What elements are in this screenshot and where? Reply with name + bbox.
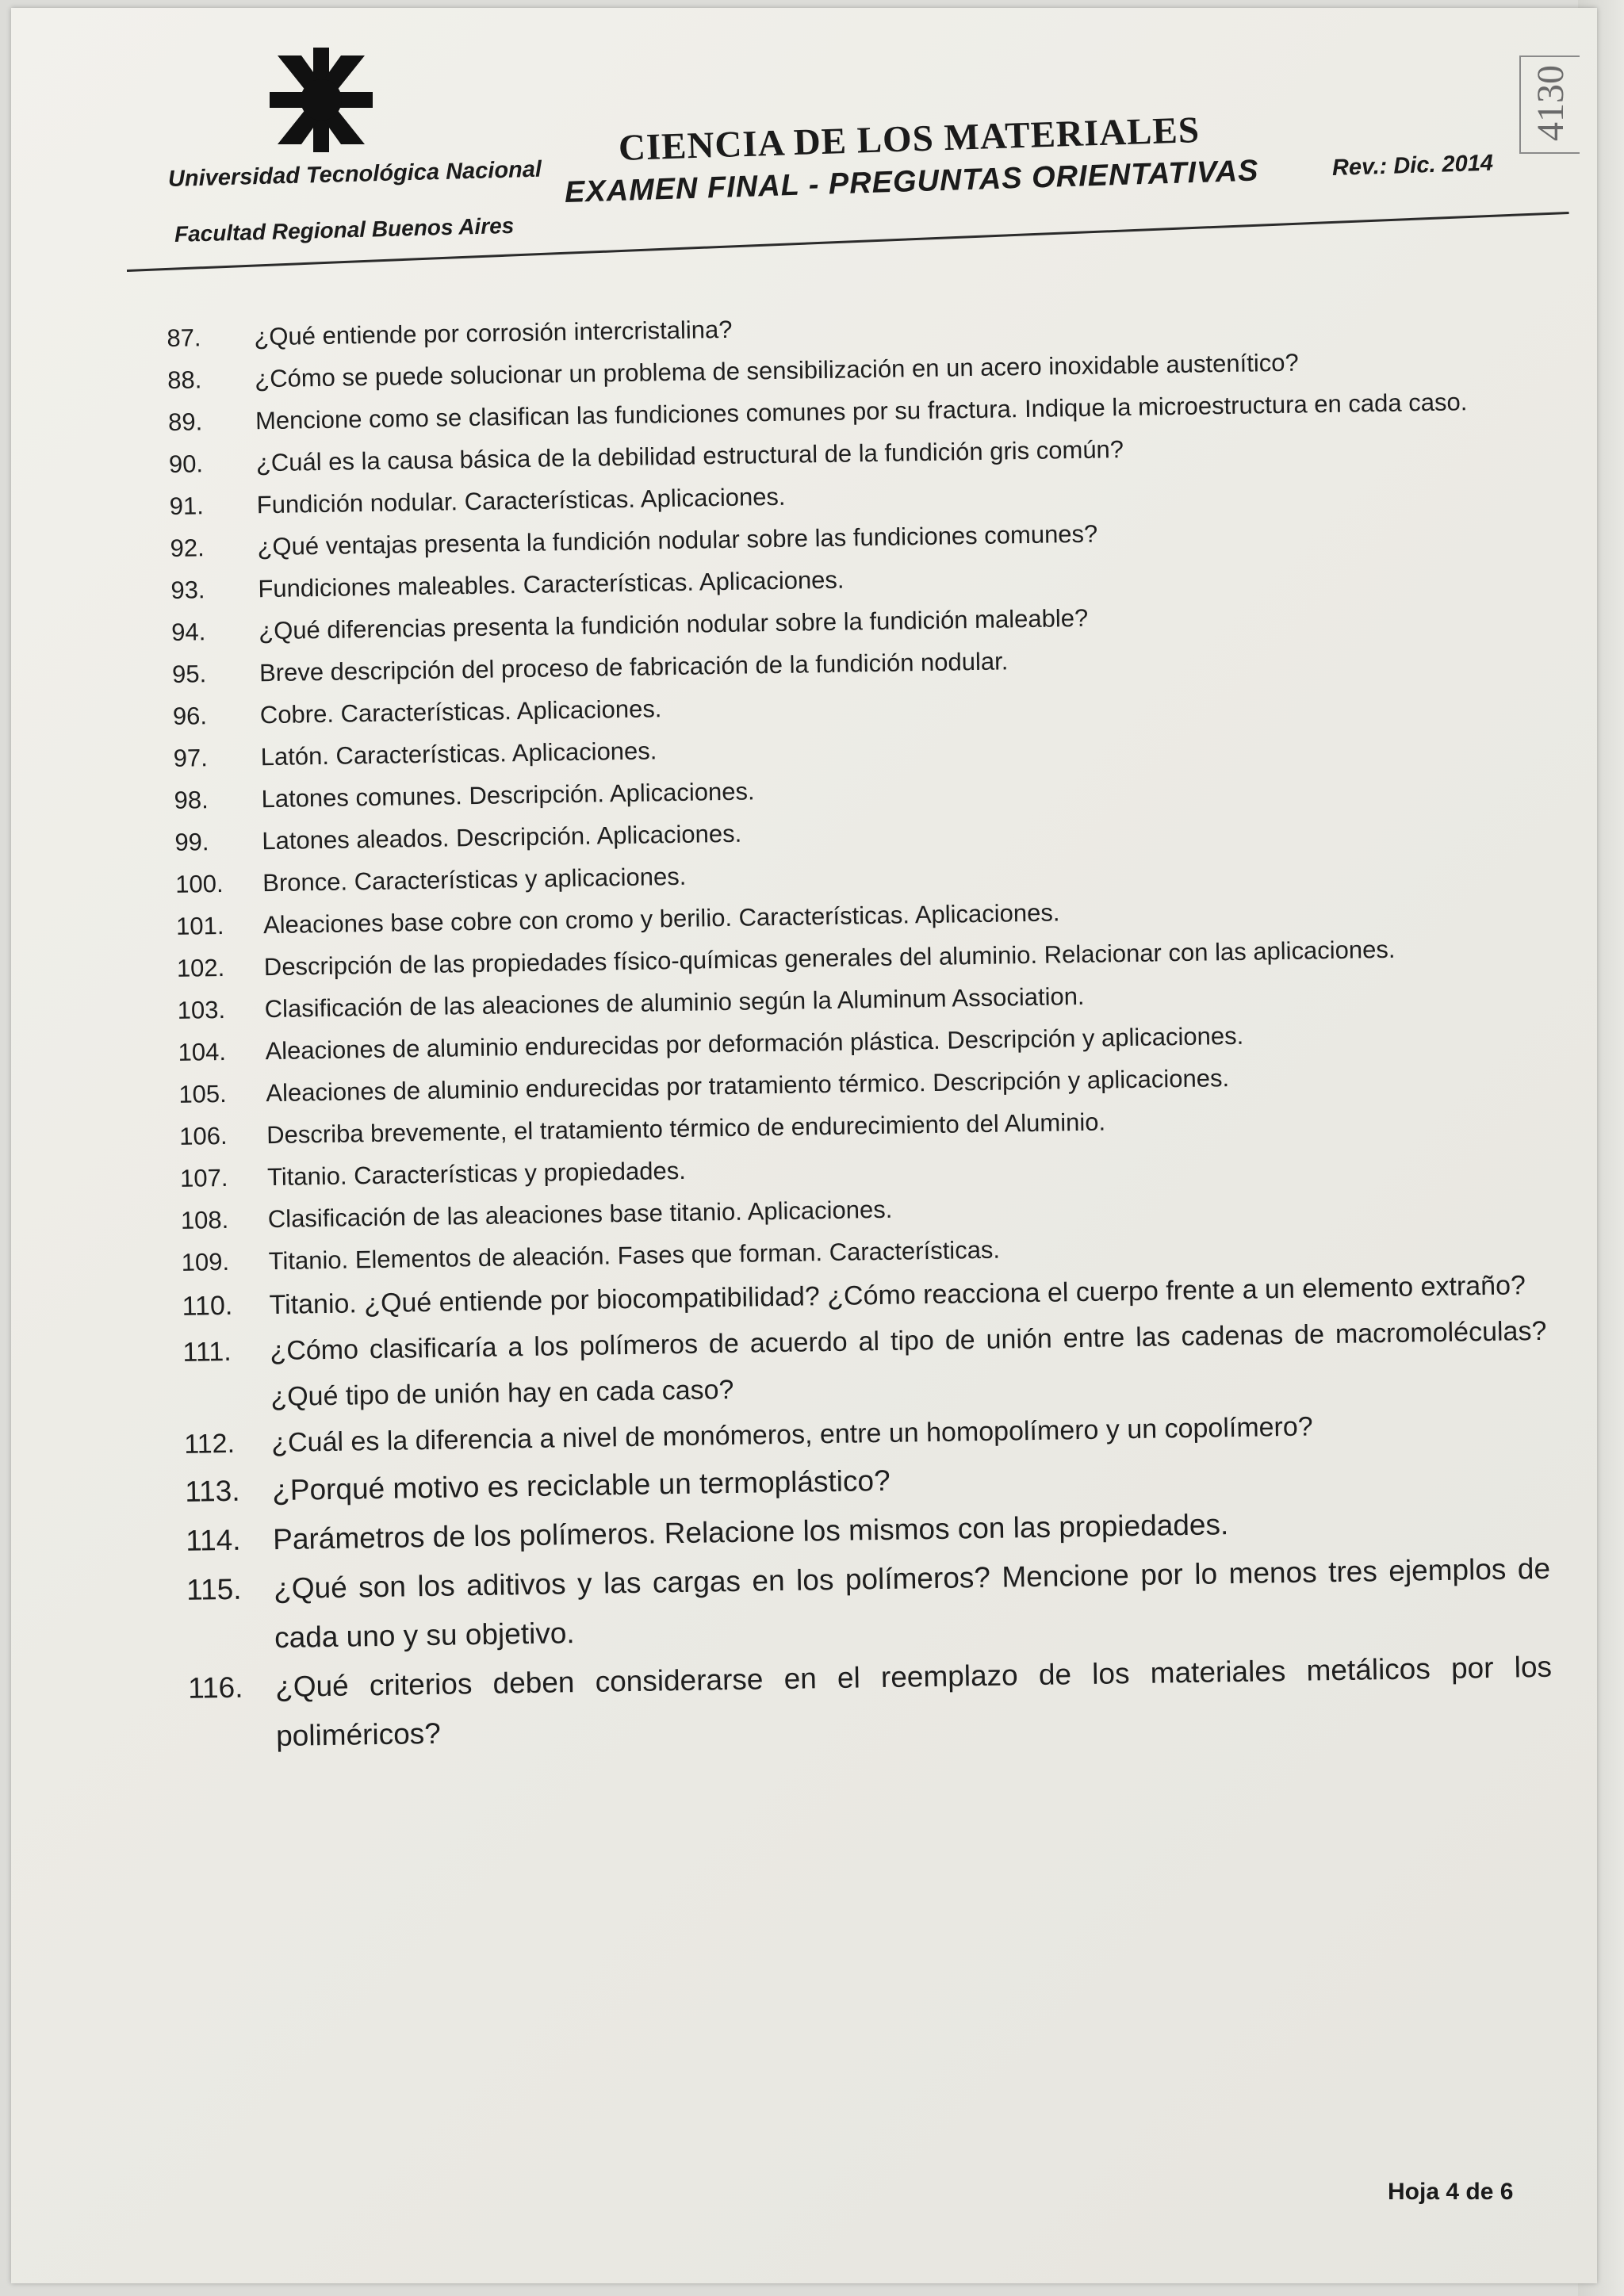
revision-label: Rev.: Dic. 2014 (1331, 150, 1494, 181)
question-text: ¿Qué entiende por corrosión intercristalina? (254, 315, 733, 351)
document-subtitle: EXAMEN FINAL - PREGUNTAS ORIENTATIVAS (564, 154, 1260, 209)
question-number: 107. (179, 1163, 228, 1192)
question-number: 93. (170, 576, 205, 604)
question-text: Clasificación de las aleaciones de aluminio según la Aluminum Association. (264, 982, 1085, 1024)
question-text: Latones comunes. Descripción. Aplicaciones. (261, 777, 755, 813)
question-list (167, 296, 1558, 2093)
question-number: 98. (174, 786, 209, 814)
question-number: 110. (182, 1290, 233, 1322)
question-number: 94. (170, 618, 206, 646)
question-number: 103. (177, 995, 226, 1024)
question-number: 116. (187, 1670, 243, 1705)
question-number: 115. (186, 1572, 242, 1606)
question-text: Cobre. Características. Aplicaciones. (259, 695, 662, 729)
question-number: 106. (178, 1121, 228, 1150)
question-text: ¿Cuál es la causa básica de la debilidad estructural de la fundición gris común? (255, 435, 1124, 477)
question-text: ¿Qué ventajas presenta la fundición nodular sobre las fundiciones comunes? (257, 519, 1098, 561)
question-text: Mencione como se clasifican las fundiciones comunes por su fractura. Indique la microestructura en cada caso. (255, 388, 1468, 435)
question-number: 89. (167, 408, 203, 436)
question-text: Descripción de las propiedades físico-químicas generales del aluminio. Relacionar con las aplicaciones. (263, 935, 1396, 982)
question-item (188, 1643, 1553, 1762)
question-number: 112. (184, 1428, 236, 1460)
question-number: 108. (180, 1205, 229, 1234)
question-text: ¿Porqué motivo es reciclable un termoplástico? (271, 1464, 891, 1507)
question-number: 114. (185, 1523, 241, 1557)
question-text: Aleaciones de aluminio endurecidas por deformación plástica. Descripción y aplicaciones. (265, 1021, 1244, 1066)
question-number: 101. (175, 911, 224, 940)
faculty-name: Facultad Regional Buenos Aires (174, 212, 515, 247)
document-title: CIENCIA DE LOS MATERIALES (618, 109, 1201, 169)
question-number: 105. (178, 1079, 228, 1108)
question-text: Fundiciones maleables. Características. Aplicaciones. (258, 565, 845, 603)
question-number: 87. (167, 323, 201, 352)
question-text: ¿Qué diferencias presenta la fundición nodular sobre la fundición maleable? (258, 603, 1089, 645)
question-number: 96. (172, 702, 208, 730)
question-number: 100. (174, 869, 224, 898)
question-text: Titanio. Características y propiedades. (266, 1156, 687, 1192)
question-number: 113. (184, 1474, 240, 1508)
question-text: Latón. Características. Aplicaciones. (260, 737, 657, 771)
question-text: ¿Cómo clasificaría a los polímeros de acuerdo al tipo de unión entre las cadenas de macromoléculas? ¿Qué tipo de unión hay en cada caso? (270, 1315, 1547, 1413)
question-number: 95. (171, 660, 207, 688)
question-number: 109. (181, 1247, 230, 1276)
question-text: ¿Qué son los aditivos y las cargas en los polímeros? Mencione por lo menos tres ejemplos de cada uno y su objetivo. (273, 1552, 1551, 1655)
question-text: Clasificación de las aleaciones base titanio. Aplicaciones. (267, 1195, 893, 1234)
question-number: 88. (167, 365, 202, 394)
utn-logo-icon (270, 48, 373, 152)
question-text: ¿Cuál es la diferencia a nivel de monómeros, entre un homopolímero y un copolímero? (271, 1411, 1313, 1459)
question-text: Latones aleados. Descripción. Aplicaciones. (262, 819, 742, 855)
question-number: 91. (169, 492, 205, 520)
question-number: 102. (176, 953, 225, 982)
question-number: 99. (174, 828, 209, 856)
question-number: 90. (168, 450, 204, 478)
question-text: Aleaciones base cobre con cromo y berilio. Características. Aplicaciones. (262, 898, 1060, 939)
question-number: 104. (178, 1037, 227, 1066)
question-text: Bronce. Características y aplicaciones. (262, 862, 687, 897)
question-text: Titanio. ¿Qué entiende por biocompatibilidad? ¿Cómo reacciona el cuerpo frente a un elemento extraño? (269, 1270, 1526, 1321)
question-text: ¿Qué criterios deben considerarse en el reemplazo de los materiales metálicos por los poliméricos? (274, 1650, 1553, 1753)
question-text: Parámetros de los polímeros. Relacione los mismos con las propiedades. (272, 1508, 1229, 1556)
question-text: Breve descripción del proceso de fabricación de la fundición nodular. (259, 647, 1009, 687)
question-text: Describa brevemente, el tratamiento térmico de endurecimiento del Aluminio. (266, 1108, 1106, 1150)
question-text: Aleaciones de aluminio endurecidas por tratamiento térmico. Descripción y aplicaciones. (266, 1064, 1230, 1108)
question-number: 111. (182, 1336, 232, 1368)
question-number: 92. (170, 534, 205, 562)
question-number: 97. (173, 744, 209, 772)
university-name: Universidad Tecnológica Nacional (167, 156, 542, 192)
side-stamp: 4130 (1530, 65, 1572, 141)
page-number: Hoja 4 de 6 (1388, 2179, 1514, 2205)
question-text: Fundición nodular. Características. Aplicaciones. (256, 482, 786, 519)
question-text: ¿Cómo se puede solucionar un problema de sensibilización en un acero inoxidable austenítico? (254, 348, 1299, 393)
question-text: Titanio. Elementos de aleación. Fases que forman. Características. (268, 1235, 1001, 1276)
